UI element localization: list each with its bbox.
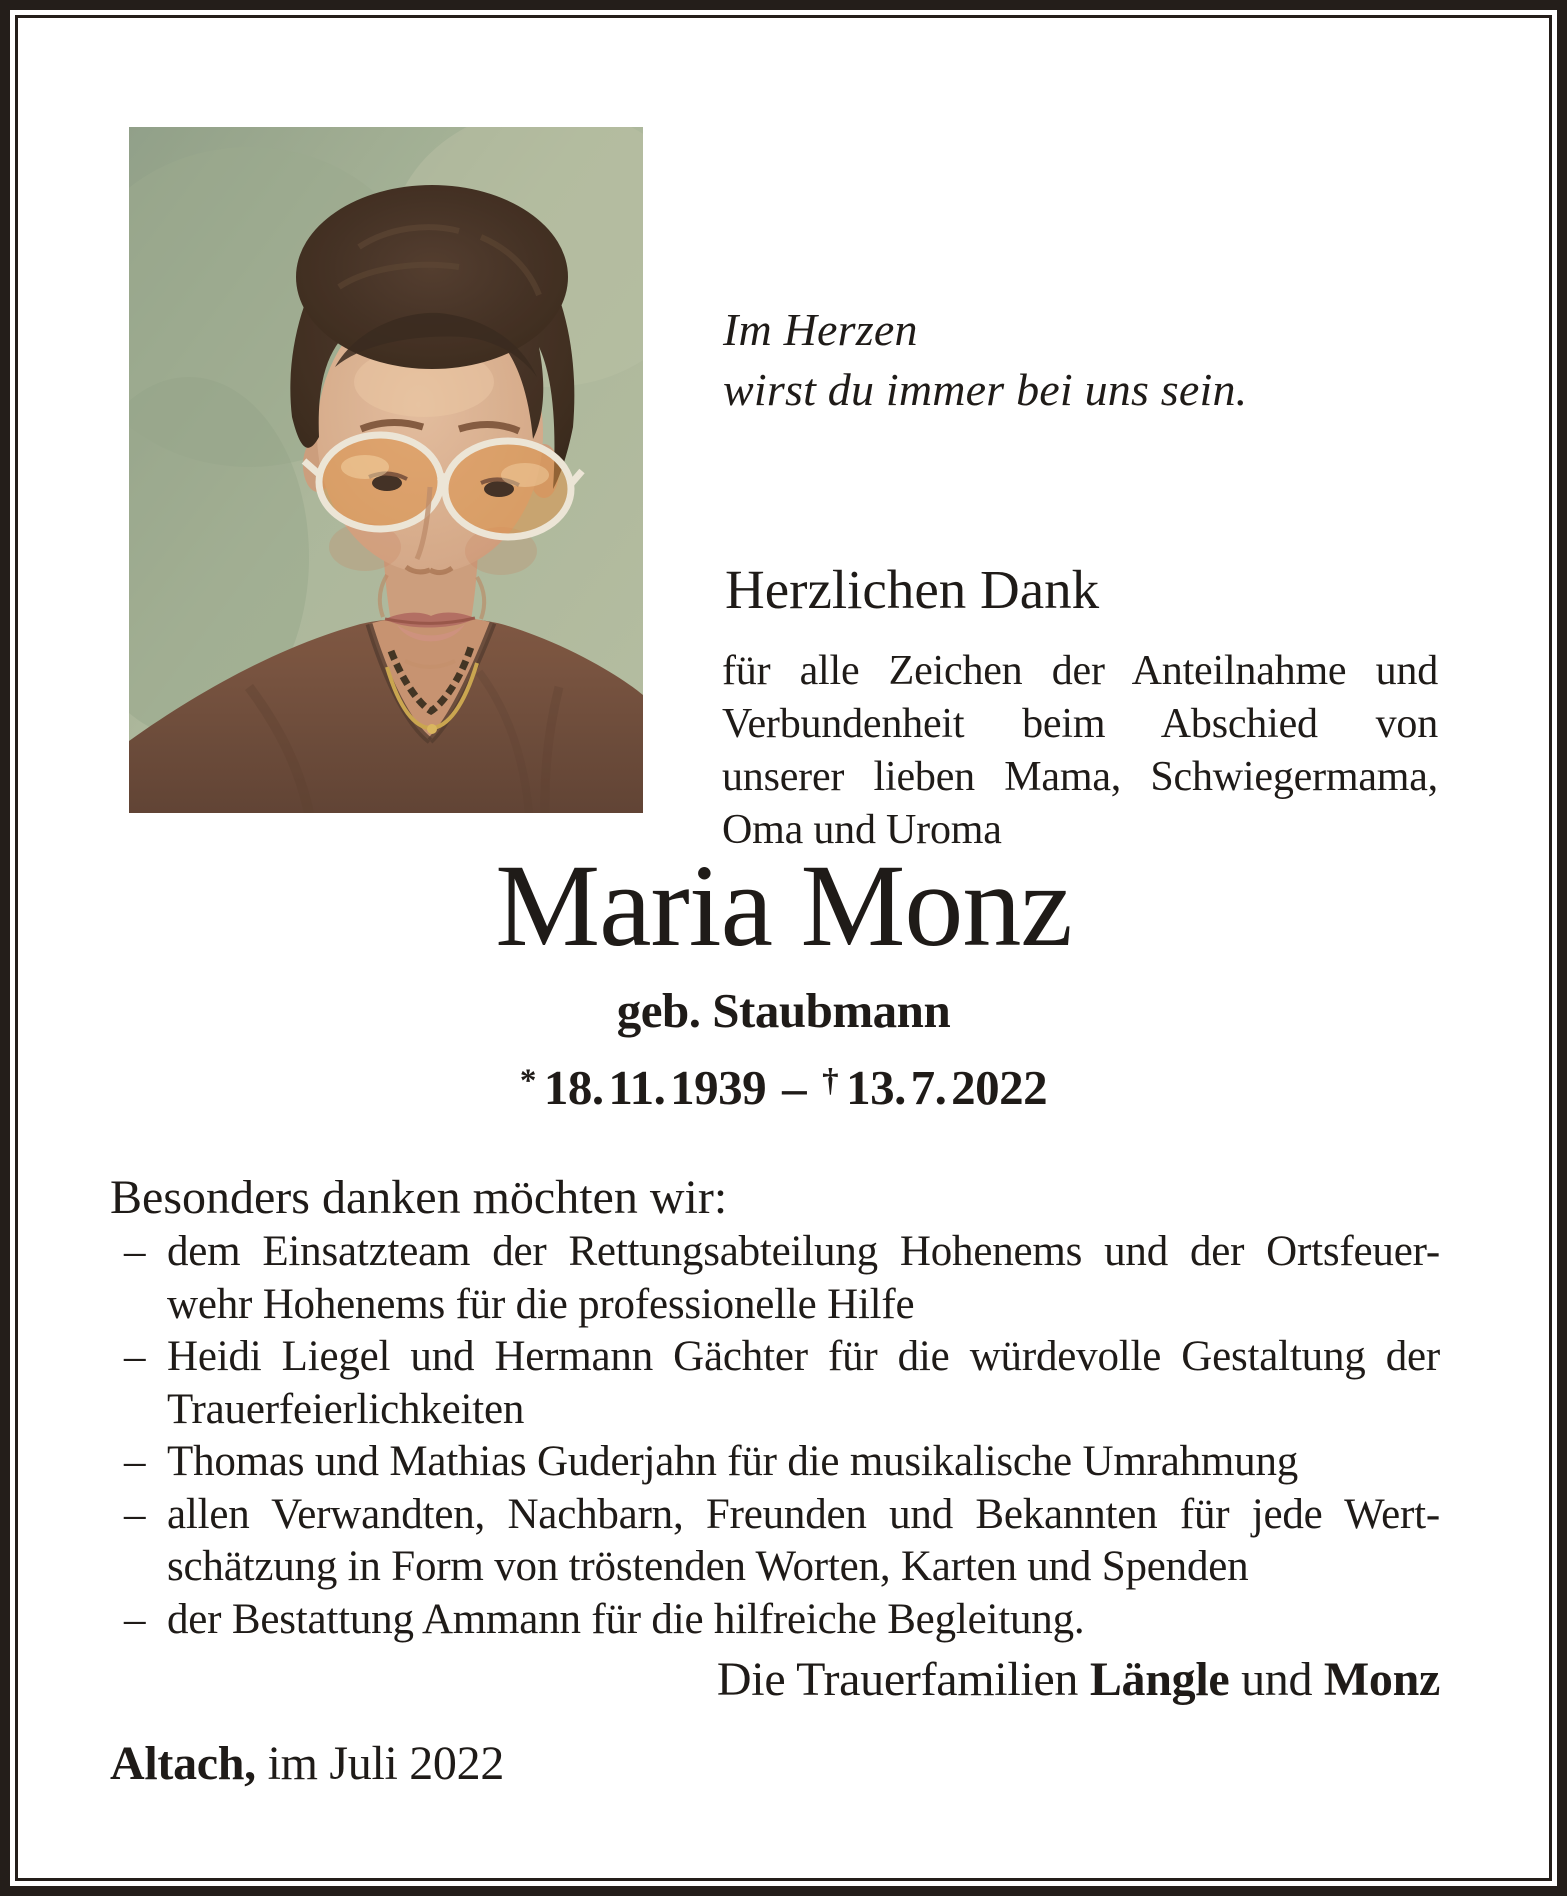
bullet-dash: – [124,1490,146,1538]
text-line: Verbundenheit beim Abschied von [722,701,1438,747]
family-name-monz: Monz [1323,1653,1440,1706]
thanks-list-item [110,1489,1440,1594]
text-line: unserer lieben Mama, Schwiegermama, [722,754,1438,800]
bullet-dash: – [124,1333,146,1380]
death-symbol: † [822,1063,839,1099]
bullet-dash: – [124,1595,146,1643]
deceased-name: Maria Monz [495,840,1072,971]
thanks-list-item [110,1331,1440,1436]
closing-prefix: Die Trauerfamilien [716,1653,1079,1706]
bullet-dash: – [124,1438,146,1485]
item-line: Heidi Liegel und Hermann Gächter für die würdevolle Gestaltung der [167,1333,1440,1380]
item-line: allen Verwandten, Nachbarn, Freunden und Bekannten für jede Wert- [167,1490,1440,1538]
text-line: für alle Zeichen der Anteilnahme und [722,648,1438,694]
bullet-dash: – [124,1228,146,1275]
family-name-laengle: Längle [1089,1653,1230,1706]
birth-symbol: * [519,1063,536,1099]
thanks-paragraph [722,645,1438,857]
life-dates [0,1053,1567,1116]
closing-conjunction: und [1241,1653,1313,1706]
portrait-photo-illustration [129,127,643,813]
death-date: 13. 7. 2022 [846,1060,1048,1115]
item-line: Thomas und Mathias Guderjahn für die musikalische Umrahmung [167,1438,1299,1485]
date-separator: – [782,1060,807,1115]
place-name: Altach, [110,1737,256,1790]
text-line: Im Herzen [723,304,918,355]
item-line: schätzung in Form von tröstenden Worten, Karten und Spenden [167,1543,1249,1590]
portrait-photo [129,127,643,813]
date-text: im Juli 2022 [267,1737,505,1790]
item-line: Trauerfeierlichkeiten [167,1385,525,1433]
thanks-list-intro: Besonders danken möchten wir: [110,1171,728,1224]
item-line: dem Einsatzteam der Rettungsabteilung Hohenems und der Ortsfeuer- [167,1228,1440,1275]
thanks-list-item [110,1594,1440,1647]
thanks-list-item [110,1436,1440,1489]
thanks-list [110,1226,1440,1646]
memorial-quote [723,300,1247,420]
thanks-list-item [110,1226,1440,1331]
text-line: wirst du immer bei uns sein. [723,364,1248,415]
closing-line [717,1652,1440,1708]
item-line: der Bestattung Ammann für die hilfreiche Begleitung. [167,1595,1085,1643]
thanks-heading: Herzlichen Dank [725,559,1100,620]
item-line: wehr Hohenems für die professionelle Hilfe [167,1280,915,1328]
place-date-line [110,1736,504,1792]
maiden-name: geb. Staubmann [616,983,951,1038]
text-line: Oma und Uroma [722,807,1002,853]
birth-date: 18. 11. 1939 [543,1060,767,1115]
